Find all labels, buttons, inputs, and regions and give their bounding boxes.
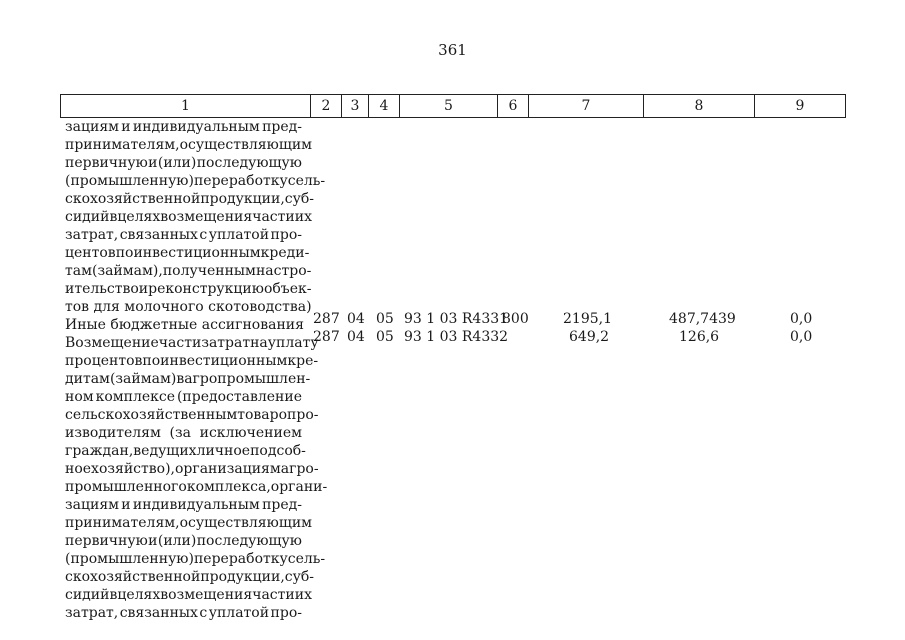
description-line: зациям и индивидуальным пред- xyxy=(65,119,302,135)
cell-col-6: 800 xyxy=(502,311,529,327)
cell-col-4: 05 xyxy=(376,329,394,345)
description-line: скохозяйственной продукции, суб- xyxy=(65,569,315,585)
description-line: дитам (займам) в агропромышлен- xyxy=(65,371,311,387)
header-col-8: 8 xyxy=(643,95,754,117)
cell-col-8: 487,7439 xyxy=(669,311,736,327)
cell-col-2: 287 xyxy=(313,311,340,327)
description-line: изводителям (за исключением xyxy=(65,425,302,441)
description-line: центов по инвестиционным креди- xyxy=(65,245,310,261)
description-line: ное хозяйство), организациям агро- xyxy=(65,461,319,477)
description-line: сидий в целях возмещения части их xyxy=(65,209,312,225)
description-line: первичную и (или) последующую xyxy=(65,533,302,549)
header-col-1: 1 xyxy=(181,98,190,114)
description-line: тов для молочного скотоводства) xyxy=(65,299,312,315)
header-col-7: 7 xyxy=(528,95,643,117)
cell-col-3: 04 xyxy=(347,329,365,345)
cell-col-9: 0,0 xyxy=(790,311,813,327)
cell-col-4: 05 xyxy=(376,311,394,327)
description-line: ном комплексе (предоставление xyxy=(65,389,302,405)
description-line: затрат, связанных с уплатой про- xyxy=(65,605,302,621)
cell-col-7: 2195,1 xyxy=(563,311,612,327)
cell-col-2: 287 xyxy=(313,329,340,345)
cell-col-3: 04 xyxy=(347,311,365,327)
header-col-4: 4 xyxy=(368,95,399,117)
cell-col-7: 649,2 xyxy=(569,329,610,345)
cell-col-8: 126,6 xyxy=(679,329,720,345)
description-line: граждан, ведущих личное подсоб- xyxy=(65,443,306,459)
description-line: принимателям, осуществляющим xyxy=(65,515,313,531)
description-line: процентов по инвестиционным кре- xyxy=(65,353,319,369)
description-line: сельскохозяйственным товаропро- xyxy=(65,407,319,423)
description-line: промышленного комплекса, органи- xyxy=(65,479,328,495)
table-header-row xyxy=(60,94,846,118)
description-line: там (займам), полученным на стро- xyxy=(65,263,312,279)
description-line: первичную и (или) последующую xyxy=(65,155,302,171)
description-line: сидий в целях возмещения части их xyxy=(65,587,312,603)
description-line: ительство и реконструкцию объек- xyxy=(65,281,312,297)
description-line: принимателям, осуществляющим xyxy=(65,137,313,153)
description-line: зациям и индивидуальным пред- xyxy=(65,497,302,513)
header-col-9: 9 xyxy=(754,95,845,117)
description-line: Возмещение части затрат на уплату xyxy=(65,335,319,351)
header-col-6: 6 xyxy=(497,95,528,117)
page-number: 361 xyxy=(438,41,467,59)
header-col-5: 5 xyxy=(399,95,497,117)
cell-col-5: 93 1 03 R4331 xyxy=(404,311,509,327)
header-col-2: 2 xyxy=(310,95,341,117)
table-row xyxy=(0,310,905,328)
cell-col-9: 0,0 xyxy=(790,329,813,345)
description-line: скохозяйственной продукции, суб- xyxy=(65,191,315,207)
description-line: Иные бюджетные ассигнования xyxy=(65,317,304,333)
table-row xyxy=(0,328,905,346)
description-line: (промышленную) переработку сель- xyxy=(65,551,326,567)
description-line: затрат, связанных с уплатой про- xyxy=(65,227,302,243)
cell-col-5: 93 1 03 R4332 xyxy=(404,329,509,345)
description-line: (промышленную) переработку сель- xyxy=(65,173,326,189)
header-col-3: 3 xyxy=(341,95,368,117)
